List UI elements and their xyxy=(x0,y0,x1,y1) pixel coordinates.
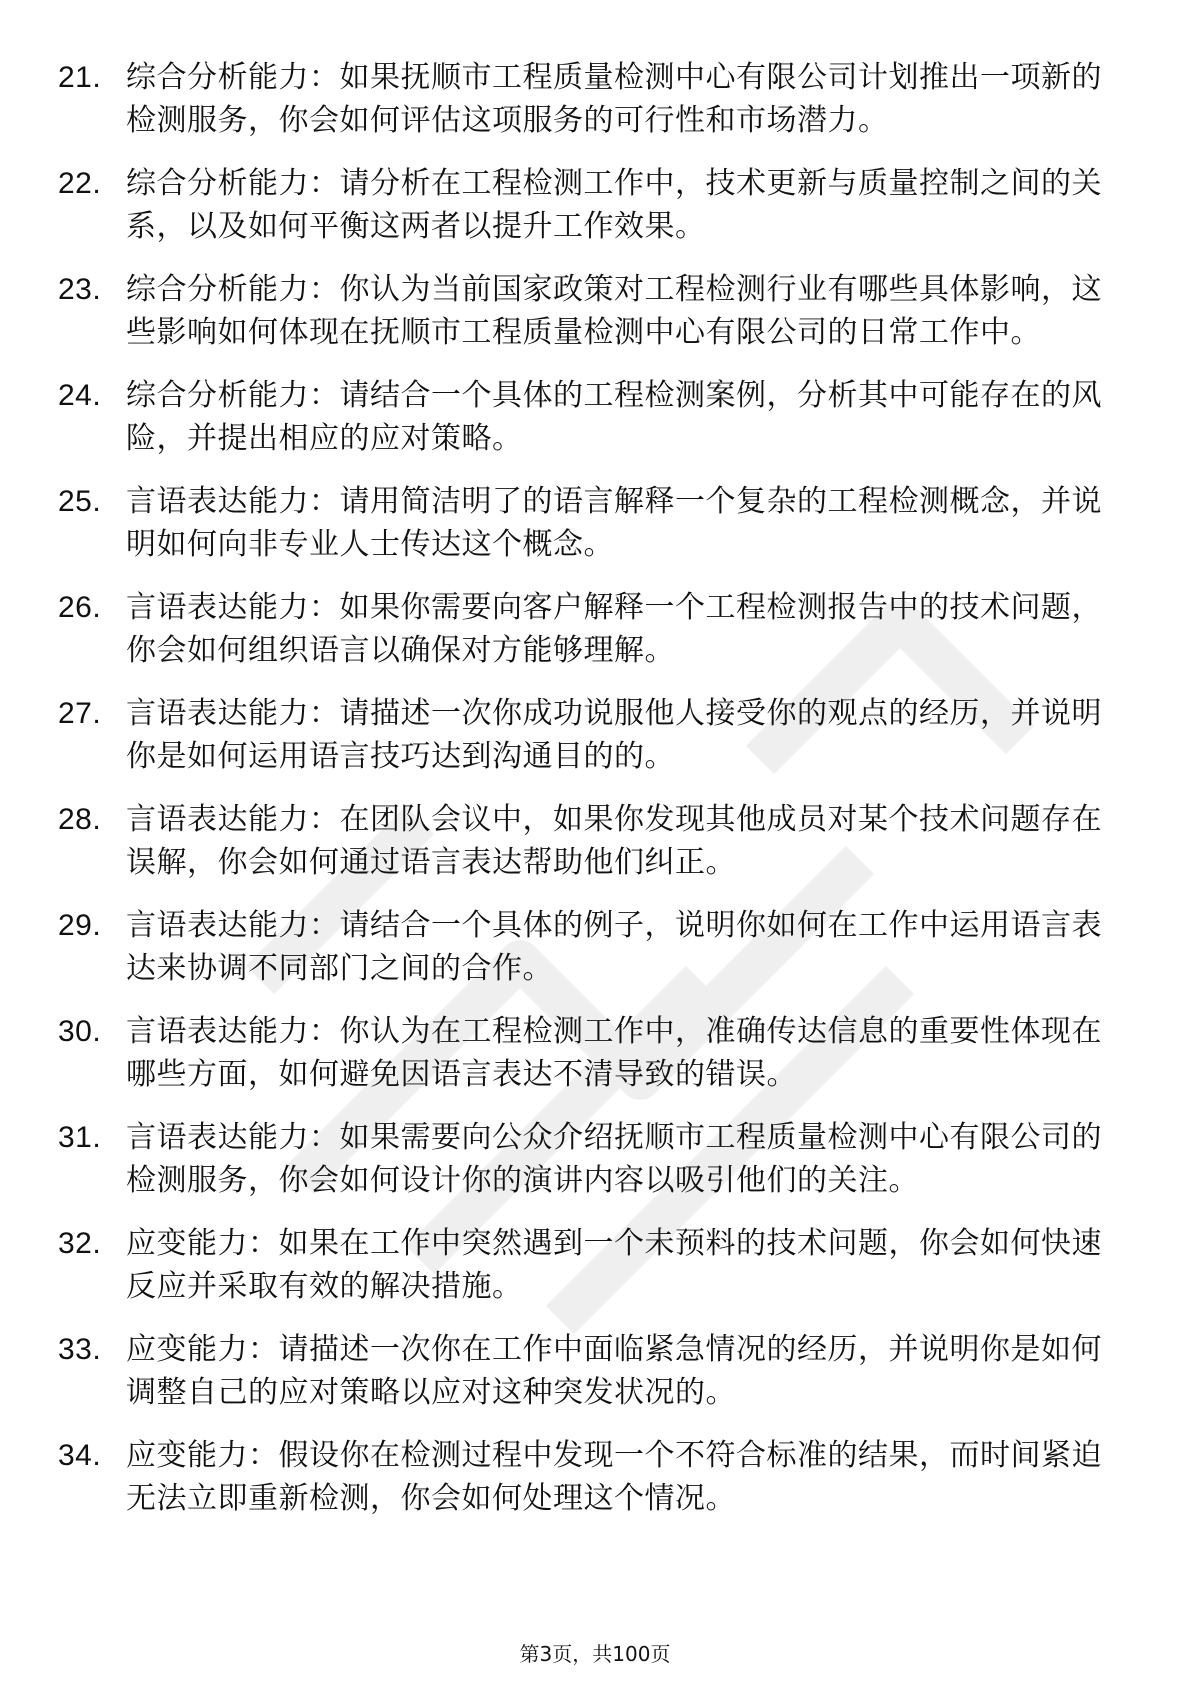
question-text: 言语表达能力：你认为在工程检测工作中，准确传达信息的重要性体现在哪些方面，如何避免因语言表达不清导致的错误。 xyxy=(126,1014,1102,1092)
question-number: 30. xyxy=(58,1015,102,1048)
question-number: 22. xyxy=(58,167,102,200)
question-item xyxy=(58,904,1118,990)
question-item xyxy=(58,162,1118,248)
question-number: 33. xyxy=(58,1333,102,1366)
question-list xyxy=(58,56,1118,1540)
question-text: 应变能力：如果在工作中突然遇到一个未预料的技术问题，你会如何快速反应并采取有效的解决措施。 xyxy=(126,1226,1102,1304)
question-number: 26. xyxy=(58,591,102,624)
question-text: 综合分析能力：如果抚顺市工程质量检测中心有限公司计划推出一项新的检测服务，你会如何评估这项服务的可行性和市场潜力。 xyxy=(126,60,1102,138)
question-text: 应变能力：请描述一次你在工作中面临紧急情况的经历，并说明你是如何调整自己的应对策略以应对这种突发状况的。 xyxy=(126,1332,1102,1410)
question-item xyxy=(58,798,1118,884)
question-number: 32. xyxy=(58,1227,102,1260)
question-text: 言语表达能力：请描述一次你成功说服他人接受你的观点的经历，并说明你是如何运用语言技巧达到沟通目的的。 xyxy=(126,696,1102,774)
question-item xyxy=(58,1328,1118,1414)
question-text: 言语表达能力：如果需要向公众介绍抚顺市工程质量检测中心有限公司的检测服务，你会如何设计你的演讲内容以吸引他们的关注。 xyxy=(126,1120,1102,1198)
question-text: 言语表达能力：如果你需要向客户解释一个工程检测报告中的技术问题，你会如何组织语言以确保对方能够理解。 xyxy=(126,590,1102,668)
question-number: 24. xyxy=(58,379,102,412)
question-item xyxy=(58,56,1118,142)
question-number: 31. xyxy=(58,1121,102,1154)
question-text: 言语表达能力：在团队会议中，如果你发现其他成员对某个技术问题存在误解，你会如何通过语言表达帮助他们纠正。 xyxy=(126,802,1102,880)
question-number: 27. xyxy=(58,697,102,730)
question-text: 综合分析能力：你认为当前国家政策对工程检测行业有哪些具体影响，这些影响如何体现在抚顺市工程质量检测中心有限公司的日常工作中。 xyxy=(126,272,1102,350)
question-text: 综合分析能力：请分析在工程检测工作中，技术更新与质量控制之间的关系，以及如何平衡这两者以提升工作效果。 xyxy=(126,166,1102,244)
question-item xyxy=(58,692,1118,778)
question-item xyxy=(58,586,1118,672)
question-number: 29. xyxy=(58,909,102,942)
question-number: 25. xyxy=(58,485,102,518)
question-number: 21. xyxy=(58,61,102,94)
question-number: 23. xyxy=(58,273,102,306)
question-text: 言语表达能力：请结合一个具体的例子，说明你如何在工作中运用语言表达来协调不同部门之间的合作。 xyxy=(126,908,1102,986)
question-text: 应变能力：假设你在检测过程中发现一个不符合标准的结果，而时间紧迫无法立即重新检测，你会如何处理这个情况。 xyxy=(126,1438,1102,1516)
page-footer: 第3页，共100页 xyxy=(519,1642,671,1666)
question-item xyxy=(58,1116,1118,1202)
question-item xyxy=(58,268,1118,354)
question-text: 综合分析能力：请结合一个具体的工程检测案例，分析其中可能存在的风险，并提出相应的应对策略。 xyxy=(126,378,1102,456)
question-text: 言语表达能力：请用简洁明了的语言解释一个复杂的工程检测概念，并说明如何向非专业人士传达这个概念。 xyxy=(126,484,1102,562)
question-item xyxy=(58,1010,1118,1096)
question-item xyxy=(58,374,1118,460)
question-number: 34. xyxy=(58,1439,102,1472)
question-item xyxy=(58,1222,1118,1308)
question-item xyxy=(58,1434,1118,1520)
question-number: 28. xyxy=(58,803,102,836)
question-item xyxy=(58,480,1118,566)
